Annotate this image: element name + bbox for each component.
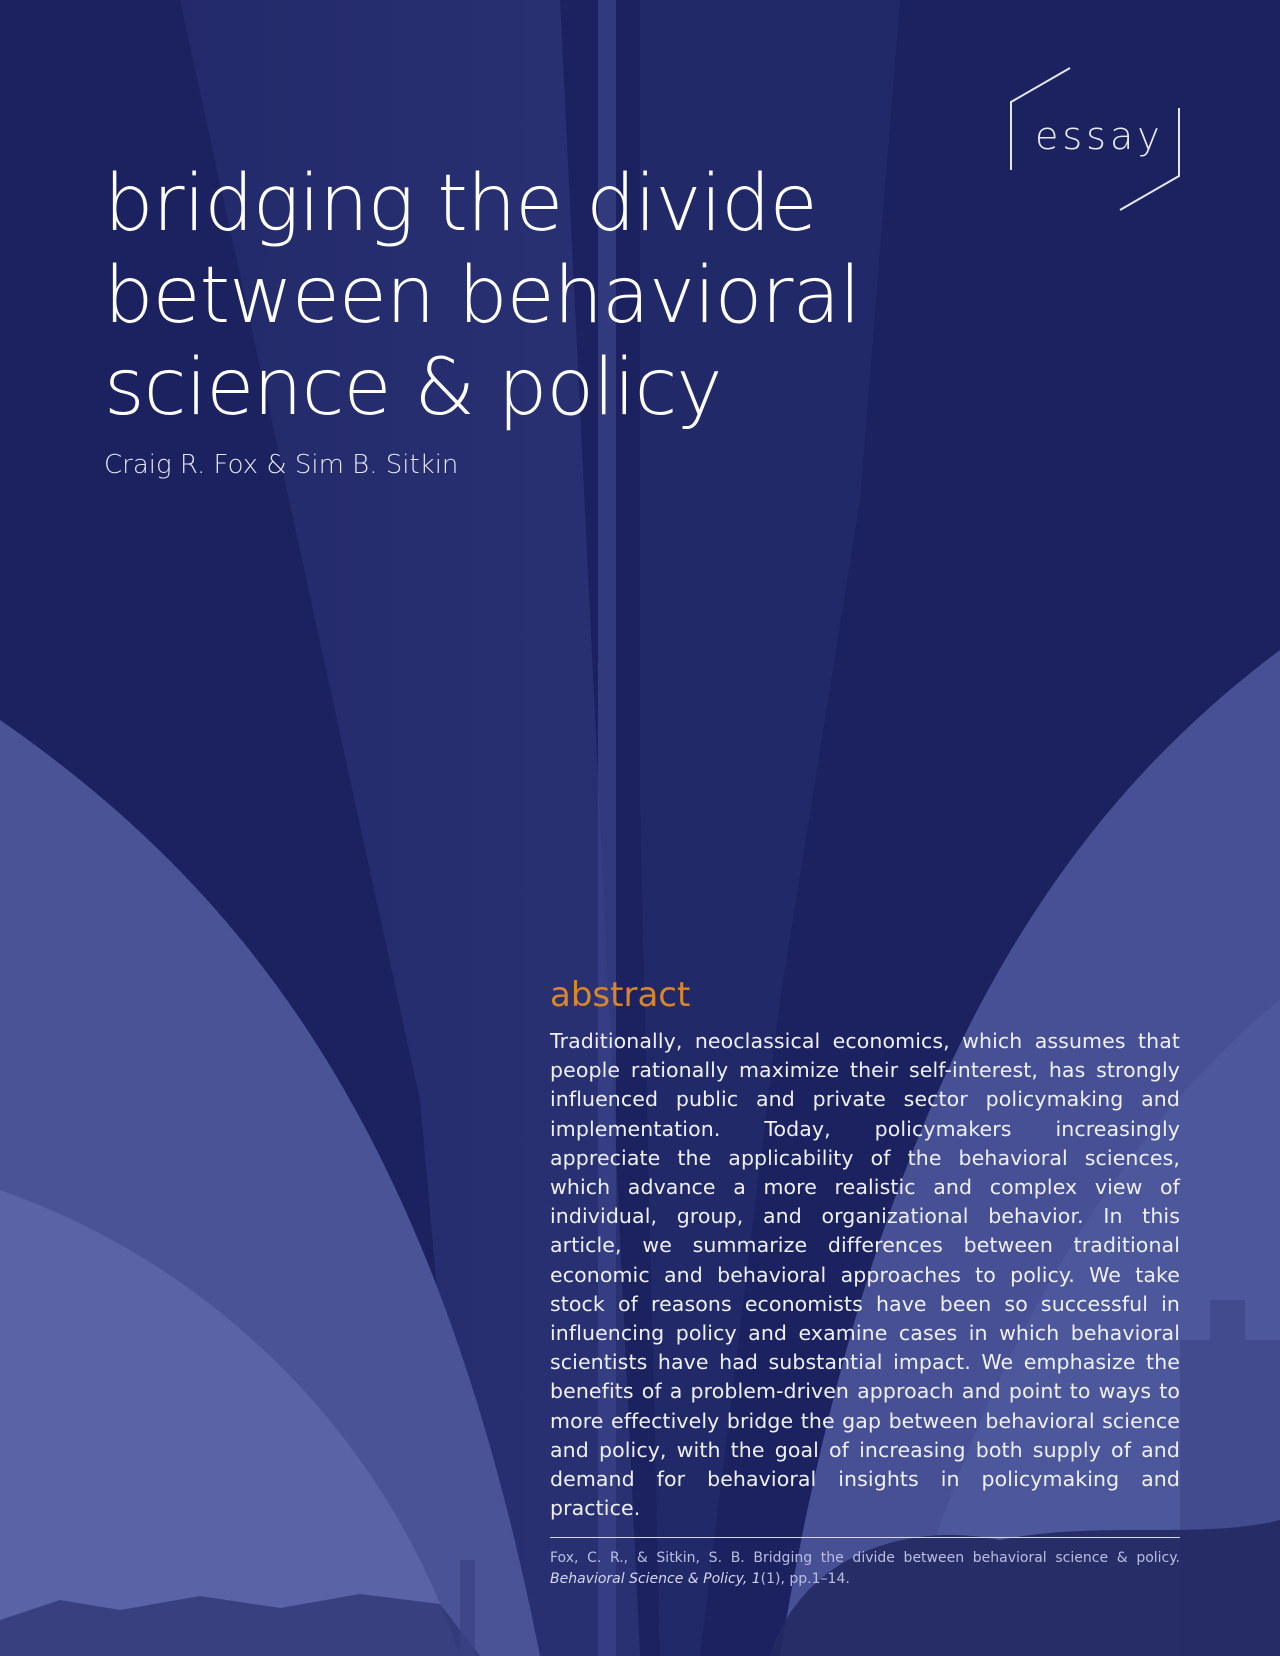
citation-journal: Behavioral Science & Policy, 1 xyxy=(550,1571,761,1588)
abstract-heading: abstract xyxy=(550,975,691,1015)
title-line-1: bridging the divide xyxy=(104,159,817,249)
divider xyxy=(550,1537,1180,1538)
abstract-section xyxy=(550,975,1180,1590)
article-title xyxy=(104,158,924,434)
abstract-body: Traditionally, neoclassical economics, which assumes that people rationally maximize their self-interest, has strongly influenced public and private sector policymaking and implementation. Today, policymakers increasingly appreciate the applicability of the behavioral sciences, which advance a more realistic and complex view of individual, group, and organizational behavior. In this article, we summarize differences between traditional economic and behavioral approaches to policy. We take stock of reasons economists have been so successful in influencing policy and examine cases in which behavioral scientists have had substantial impact. We emphasize the benefits of a problem-driven approach and point to ways to more effectively bridge the gap between behavioral science and policy, with the goal of increasing both supply of and demand for behavioral insights in policymaking and practice. xyxy=(550,1029,1180,1521)
title-line-2: between behavioral xyxy=(104,251,860,341)
essay-label: essay xyxy=(1035,114,1164,158)
citation-issue: (1), pp.1–14. xyxy=(760,1571,850,1588)
authors: Craig R. Fox & Sim B. Sitkin xyxy=(104,450,459,480)
essay-tag xyxy=(1005,62,1185,212)
citation-text: Fox, C. R., & Sitkin, S. B. Bridging the divide between behavioral science & policy. xyxy=(550,1550,1180,1567)
citation xyxy=(550,1548,1180,1590)
title-line-3: science & policy xyxy=(104,343,722,433)
